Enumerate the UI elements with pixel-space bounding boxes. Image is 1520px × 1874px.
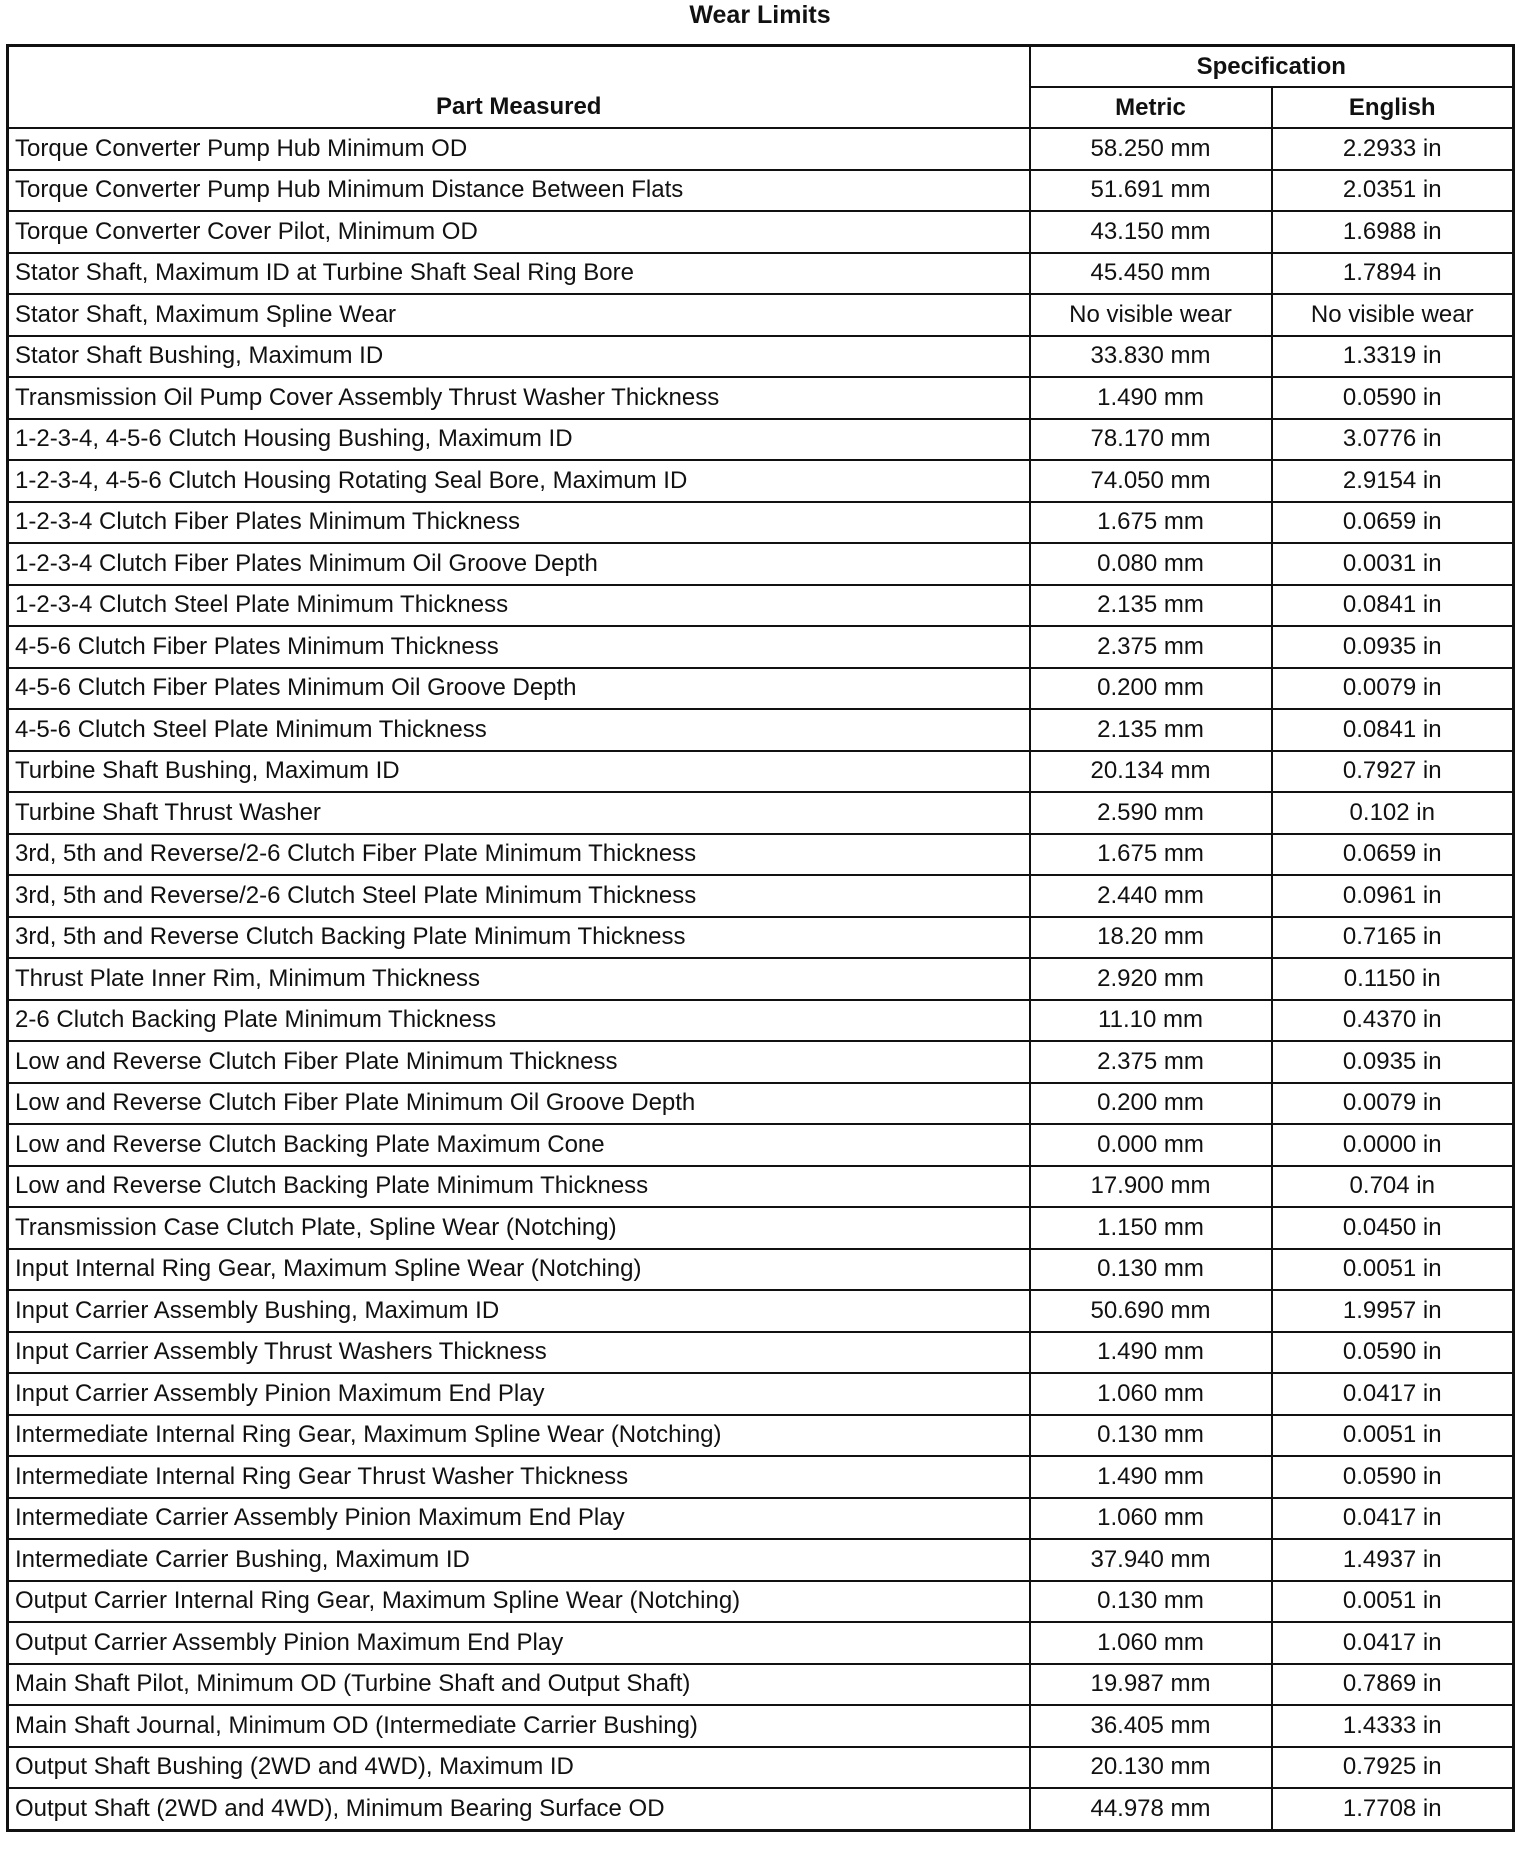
table-row [8, 460, 1514, 502]
metric-cell: 1.675 mm [1030, 502, 1272, 544]
part-cell: Low and Reverse Clutch Backing Plate Minimum Thickness [8, 1166, 1030, 1208]
part-cell: Input Internal Ring Gear, Maximum Spline Wear (Notching) [8, 1249, 1030, 1291]
part-cell: 1-2-3-4, 4-5-6 Clutch Housing Rotating Seal Bore, Maximum ID [8, 460, 1030, 502]
metric-cell: 0.200 mm [1030, 1083, 1272, 1125]
metric-cell: 2.920 mm [1030, 958, 1272, 1000]
english-cell: 0.4370 in [1272, 1000, 1514, 1042]
table-row [8, 834, 1514, 876]
part-cell: Intermediate Carrier Assembly Pinion Maximum End Play [8, 1498, 1030, 1540]
part-cell: 4-5-6 Clutch Steel Plate Minimum Thickness [8, 709, 1030, 751]
metric-cell: 78.170 mm [1030, 419, 1272, 461]
metric-cell: 20.134 mm [1030, 751, 1272, 793]
part-cell: Intermediate Carrier Bushing, Maximum ID [8, 1539, 1030, 1581]
english-cell: 0.0079 in [1272, 668, 1514, 710]
english-cell: 1.9957 in [1272, 1290, 1514, 1332]
part-cell: Output Carrier Internal Ring Gear, Maximum Spline Wear (Notching) [8, 1581, 1030, 1623]
english-cell: 2.2933 in [1272, 128, 1514, 170]
english-cell: 0.102 in [1272, 792, 1514, 834]
english-cell: 0.0590 in [1272, 377, 1514, 419]
table-row [8, 958, 1514, 1000]
part-cell: Stator Shaft, Maximum Spline Wear [8, 294, 1030, 336]
table-row [8, 585, 1514, 627]
metric-cell: 50.690 mm [1030, 1290, 1272, 1332]
english-cell: 0.0935 in [1272, 1041, 1514, 1083]
metric-cell: 74.050 mm [1030, 460, 1272, 502]
metric-cell: 1.490 mm [1030, 1456, 1272, 1498]
table-row [8, 1622, 1514, 1664]
metric-cell: 2.135 mm [1030, 585, 1272, 627]
english-cell: 3.0776 in [1272, 419, 1514, 461]
part-cell: Thrust Plate Inner Rim, Minimum Thickness [8, 958, 1030, 1000]
metric-cell: 58.250 mm [1030, 128, 1272, 170]
english-cell: 2.0351 in [1272, 170, 1514, 212]
metric-cell: 18.20 mm [1030, 917, 1272, 959]
part-cell: Input Carrier Assembly Pinion Maximum End Play [8, 1373, 1030, 1415]
english-cell: 0.0961 in [1272, 875, 1514, 917]
table-row [8, 751, 1514, 793]
table-row [8, 211, 1514, 253]
english-cell: 1.7708 in [1272, 1788, 1514, 1830]
part-cell: 1-2-3-4, 4-5-6 Clutch Housing Bushing, Maximum ID [8, 419, 1030, 461]
part-cell: Stator Shaft Bushing, Maximum ID [8, 336, 1030, 378]
english-cell: 0.0417 in [1272, 1622, 1514, 1664]
english-cell: 0.0450 in [1272, 1207, 1514, 1249]
english-cell: 1.4333 in [1272, 1705, 1514, 1747]
part-cell: Output Shaft (2WD and 4WD), Minimum Bearing Surface OD [8, 1788, 1030, 1830]
metric-cell: 2.375 mm [1030, 626, 1272, 668]
part-cell: Low and Reverse Clutch Fiber Plate Minimum Thickness [8, 1041, 1030, 1083]
part-cell: Transmission Case Clutch Plate, Spline Wear (Notching) [8, 1207, 1030, 1249]
english-cell: 0.0417 in [1272, 1373, 1514, 1415]
metric-cell: 43.150 mm [1030, 211, 1272, 253]
part-cell: 3rd, 5th and Reverse/2-6 Clutch Fiber Plate Minimum Thickness [8, 834, 1030, 876]
table-row [8, 419, 1514, 461]
metric-header: Metric [1030, 87, 1272, 128]
metric-cell: 1.060 mm [1030, 1498, 1272, 1540]
part-cell: Output Carrier Assembly Pinion Maximum End Play [8, 1622, 1030, 1664]
metric-cell: 2.590 mm [1030, 792, 1272, 834]
english-cell: 0.0051 in [1272, 1581, 1514, 1623]
part-cell: Intermediate Internal Ring Gear Thrust Washer Thickness [8, 1456, 1030, 1498]
english-cell: 0.1150 in [1272, 958, 1514, 1000]
part-cell: 3rd, 5th and Reverse Clutch Backing Plate Minimum Thickness [8, 917, 1030, 959]
metric-cell: 1.150 mm [1030, 1207, 1272, 1249]
table-row [8, 875, 1514, 917]
english-cell: 0.7869 in [1272, 1664, 1514, 1706]
part-cell: 1-2-3-4 Clutch Fiber Plates Minimum Thickness [8, 502, 1030, 544]
table-row [8, 294, 1514, 336]
english-cell: 0.0051 in [1272, 1249, 1514, 1291]
english-cell: 0.0841 in [1272, 709, 1514, 751]
english-cell: 0.0659 in [1272, 502, 1514, 544]
metric-cell: 0.130 mm [1030, 1249, 1272, 1291]
english-cell: 1.4937 in [1272, 1539, 1514, 1581]
metric-cell: 19.987 mm [1030, 1664, 1272, 1706]
table-row [8, 1290, 1514, 1332]
part-cell: Torque Converter Cover Pilot, Minimum OD [8, 211, 1030, 253]
table-row [8, 709, 1514, 751]
metric-cell: 36.405 mm [1030, 1705, 1272, 1747]
table-row [8, 1415, 1514, 1457]
metric-cell: 37.940 mm [1030, 1539, 1272, 1581]
table-row [8, 792, 1514, 834]
english-cell: 2.9154 in [1272, 460, 1514, 502]
table-row [8, 1249, 1514, 1291]
part-cell: Input Carrier Assembly Thrust Washers Thickness [8, 1332, 1030, 1374]
part-cell: Torque Converter Pump Hub Minimum OD [8, 128, 1030, 170]
part-cell: Low and Reverse Clutch Backing Plate Maximum Cone [8, 1124, 1030, 1166]
metric-cell: 51.691 mm [1030, 170, 1272, 212]
metric-cell: 0.130 mm [1030, 1581, 1272, 1623]
part-cell: Low and Reverse Clutch Fiber Plate Minimum Oil Groove Depth [8, 1083, 1030, 1125]
metric-cell: 17.900 mm [1030, 1166, 1272, 1208]
english-cell: 0.0841 in [1272, 585, 1514, 627]
table-row [8, 1332, 1514, 1374]
table-row [8, 170, 1514, 212]
table-row [8, 1539, 1514, 1581]
part-cell: Input Carrier Assembly Bushing, Maximum ID [8, 1290, 1030, 1332]
part-measured-header: Part Measured [8, 46, 1030, 129]
part-cell: 3rd, 5th and Reverse/2-6 Clutch Steel Plate Minimum Thickness [8, 875, 1030, 917]
table-row [8, 626, 1514, 668]
metric-cell: 1.675 mm [1030, 834, 1272, 876]
table-row [8, 1705, 1514, 1747]
table-body [8, 128, 1514, 1830]
table-row [8, 1124, 1514, 1166]
metric-cell: 1.060 mm [1030, 1622, 1272, 1664]
english-cell: 1.7894 in [1272, 253, 1514, 295]
part-cell: Turbine Shaft Thrust Washer [8, 792, 1030, 834]
table-row [8, 377, 1514, 419]
part-cell: Main Shaft Pilot, Minimum OD (Turbine Shaft and Output Shaft) [8, 1664, 1030, 1706]
metric-cell: 2.375 mm [1030, 1041, 1272, 1083]
specification-header: Specification [1030, 46, 1514, 88]
metric-cell: No visible wear [1030, 294, 1272, 336]
table-row [8, 1041, 1514, 1083]
part-cell: 1-2-3-4 Clutch Fiber Plates Minimum Oil Groove Depth [8, 543, 1030, 585]
table-row [8, 1498, 1514, 1540]
metric-cell: 2.440 mm [1030, 875, 1272, 917]
part-cell: Transmission Oil Pump Cover Assembly Thrust Washer Thickness [8, 377, 1030, 419]
english-cell: 0.0590 in [1272, 1456, 1514, 1498]
part-cell: 4-5-6 Clutch Fiber Plates Minimum Oil Groove Depth [8, 668, 1030, 710]
english-cell: 0.0079 in [1272, 1083, 1514, 1125]
table-row [8, 1373, 1514, 1415]
table-row [8, 1166, 1514, 1208]
table-row [8, 1000, 1514, 1042]
metric-cell: 0.000 mm [1030, 1124, 1272, 1166]
part-cell: 2-6 Clutch Backing Plate Minimum Thickness [8, 1000, 1030, 1042]
part-cell: 1-2-3-4 Clutch Steel Plate Minimum Thickness [8, 585, 1030, 627]
table-row [8, 1664, 1514, 1706]
part-cell: 4-5-6 Clutch Fiber Plates Minimum Thickness [8, 626, 1030, 668]
part-cell: Intermediate Internal Ring Gear, Maximum Spline Wear (Notching) [8, 1415, 1030, 1457]
metric-cell: 0.200 mm [1030, 668, 1272, 710]
english-cell: 0.0935 in [1272, 626, 1514, 668]
table-row [8, 336, 1514, 378]
table-row [8, 1788, 1514, 1830]
metric-cell: 1.490 mm [1030, 377, 1272, 419]
english-cell: No visible wear [1272, 294, 1514, 336]
table-row [8, 1456, 1514, 1498]
part-cell: Output Shaft Bushing (2WD and 4WD), Maximum ID [8, 1747, 1030, 1789]
metric-cell: 33.830 mm [1030, 336, 1272, 378]
metric-cell: 1.490 mm [1030, 1332, 1272, 1374]
english-cell: 0.0590 in [1272, 1332, 1514, 1374]
metric-cell: 20.130 mm [1030, 1747, 1272, 1789]
metric-cell: 11.10 mm [1030, 1000, 1272, 1042]
table-row [8, 668, 1514, 710]
table-header [8, 46, 1514, 129]
metric-cell: 0.130 mm [1030, 1415, 1272, 1457]
english-cell: 0.0051 in [1272, 1415, 1514, 1457]
page-title: Wear Limits [689, 1, 831, 29]
part-cell: Main Shaft Journal, Minimum OD (Intermediate Carrier Bushing) [8, 1705, 1030, 1747]
english-cell: 1.6988 in [1272, 211, 1514, 253]
english-cell: 0.0000 in [1272, 1124, 1514, 1166]
english-cell: 0.0417 in [1272, 1498, 1514, 1540]
english-cell: 0.7927 in [1272, 751, 1514, 793]
metric-cell: 45.450 mm [1030, 253, 1272, 295]
english-cell: 0.0659 in [1272, 834, 1514, 876]
table-row [8, 1207, 1514, 1249]
english-cell: 0.704 in [1272, 1166, 1514, 1208]
english-cell: 1.3319 in [1272, 336, 1514, 378]
table-row [8, 1747, 1514, 1789]
english-cell: 0.0031 in [1272, 543, 1514, 585]
wear-limits-table [6, 44, 1515, 1832]
table-row [8, 1083, 1514, 1125]
part-cell: Stator Shaft, Maximum ID at Turbine Shaft Seal Ring Bore [8, 253, 1030, 295]
metric-cell: 0.080 mm [1030, 543, 1272, 585]
table-row [8, 253, 1514, 295]
part-cell: Turbine Shaft Bushing, Maximum ID [8, 751, 1030, 793]
english-cell: 0.7165 in [1272, 917, 1514, 959]
metric-cell: 1.060 mm [1030, 1373, 1272, 1415]
metric-cell: 2.135 mm [1030, 709, 1272, 751]
table-row [8, 128, 1514, 170]
metric-cell: 44.978 mm [1030, 1788, 1272, 1830]
english-cell: 0.7925 in [1272, 1747, 1514, 1789]
part-cell: Torque Converter Pump Hub Minimum Distance Between Flats [8, 170, 1030, 212]
english-header: English [1272, 87, 1514, 128]
table-row [8, 1581, 1514, 1623]
table-row [8, 543, 1514, 585]
table-row [8, 917, 1514, 959]
table-row [8, 502, 1514, 544]
